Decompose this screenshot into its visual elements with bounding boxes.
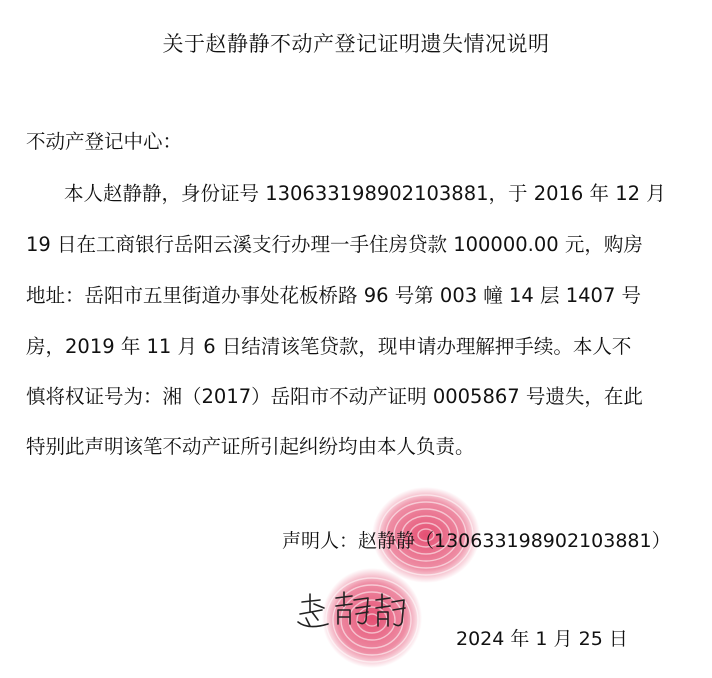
document-title: 关于赵静静不动产登记证明遗失情况说明: [162, 32, 550, 56]
body-line: 慎将权证号为：湘（2017）岳阳市不动产证明 0005867 号遗失，在此: [26, 385, 643, 408]
body-line: 19 日在工商银行岳阳云溪支行办理一手住房贷款 100000.00 元，购房: [26, 233, 643, 256]
body-line: 本人赵静静，身份证号 130633198902103881，于 2016 年 12 月: [64, 182, 666, 205]
declaration-date: 2024 年 1 月 25 日: [456, 628, 628, 650]
handwritten-signature: [296, 590, 408, 636]
addressee: 不动产登记中心：: [26, 130, 183, 153]
signer-line: 声明人：赵静静（130633198902103881）: [282, 530, 671, 552]
body-line: 地址：岳阳市五里街道办事处花板桥路 96 号第 003 幢 14 层 1407 号: [26, 284, 642, 307]
body-line: 特别此声明该笔不动产证所引起纠纷均由本人负责。: [26, 435, 475, 458]
body-line: 房，2019 年 11 月 6 日结清该笔贷款，现申请办理解押手续。本人不: [26, 335, 632, 358]
